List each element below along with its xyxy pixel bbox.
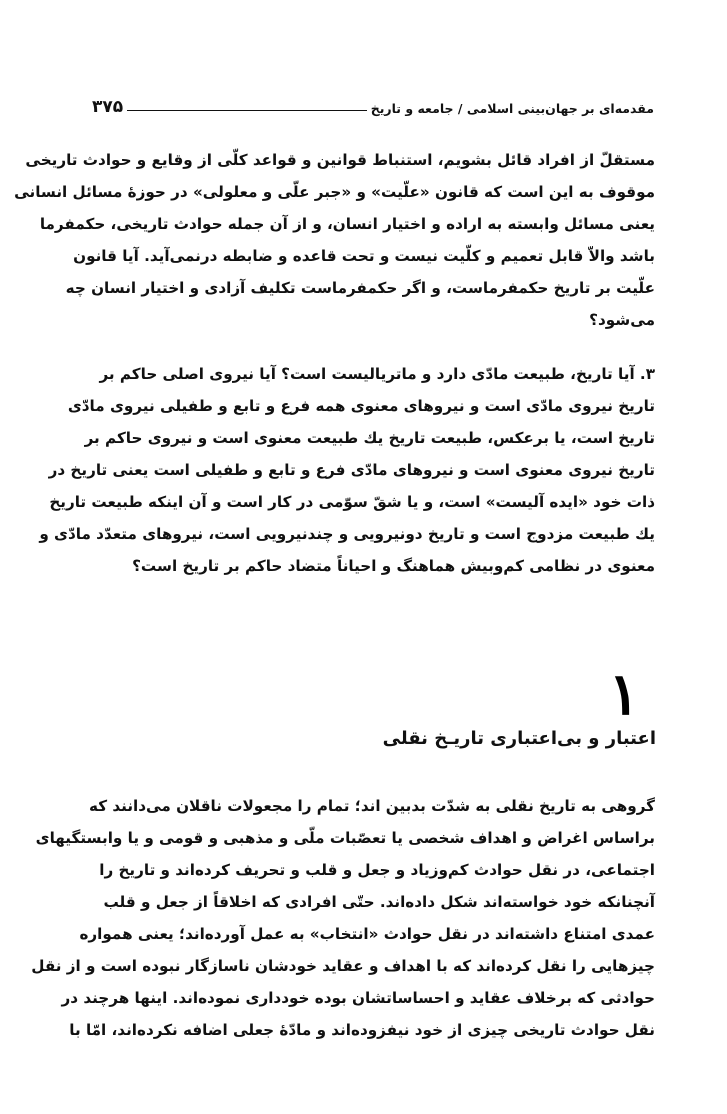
section-title: اعتبار و بی‌اعتباری تاریـخ نقلی: [382, 728, 656, 749]
text-line: چیزهایی را نقل کرده‌اند که با اهداف و عقاید خودشان ناسازگار نبوده است و از نقل: [31, 957, 655, 975]
text-line: اجتماعی، در نقل حوادث کم‌وزیاد و جعل و قلب و تحریف کرده‌اند و تاریخ را: [99, 861, 655, 879]
text-line: یعنی مسائل وابسته به اراده و اختیار انسان، و از آن جمله حوادث تاریخی، حکمفرما: [39, 215, 655, 233]
text-line: گروهی به تاریخ نقلی به شدّت بدبین اند؛ تمام را مجعولات ناقلان می‌دانند که: [89, 797, 655, 815]
paragraph-question-3: [39, 358, 655, 582]
text-line: معنوی در نظامی کم‌وبیش هماهنگ و احیاناً متضاد حاکم بر تاریخ است؟: [132, 557, 655, 575]
text-line: تاریخ است، یا برعکس، طبیعت تاریخ یك طبیعت معنوی است و نیروی حاکم بر: [84, 429, 655, 447]
section-number: ۱: [608, 660, 640, 728]
text-line: مستقلّ از افراد قائل بشویم، استنباط قوانین و قواعد کلّی از وقایع و حوادث تاریخی: [25, 151, 655, 169]
text-line: می‌شود؟: [589, 311, 655, 329]
text-line: موقوف به این است که قانون «علّیت» و «جبر علّی و معلولی» در حوزهٔ مسائل انسانی: [14, 183, 655, 201]
paragraph-narrated-history: [31, 790, 655, 1046]
text-line: علّیت بر تاریخ حکمفرماست، و اگر حکمفرماست تکلیف آزادی و اختیار انسان چه: [65, 279, 655, 297]
text-line: یك طبیعت مزدوج است و تاریخ دونیرویی و چندنیرویی است، نیروهای متعدّد مادّی و: [39, 525, 655, 543]
text-line: عمدی امتناع داشته‌اند در نقل حوادث «انتخاب» به عمل آورده‌اند؛ یعنی همواره: [79, 925, 655, 943]
text-line: ۳. آیا تاریخ، طبیعت مادّی دارد و ماتریالیست است؟ آیا نیروی اصلی حاکم بر: [99, 365, 655, 383]
paragraph-causality: [14, 144, 655, 336]
text-line: حوادثی که برخلاف عقاید و احساساتشان بوده خودداری نموده‌اند. اینها هرچند در: [61, 989, 655, 1007]
running-header: [92, 90, 654, 118]
header-rule: [127, 110, 367, 111]
text-line: نقل حوادث تاریخی چیزی از خود نیفزوده‌اند و مادّهٔ جعلی اضافه نکرده‌اند، امّا با: [69, 1021, 655, 1039]
page-number: ۳۷۵: [92, 97, 124, 117]
text-line: ذات خود «ایده آلیست» است، و یا شقّ سوّمی در کار است و آن اینکه طبیعت تاریخ: [49, 493, 655, 511]
text-line: براساس اغراض و اهداف شخصی یا تعصّبات ملّی و مذهبی و قومی و یا وابستگیهای: [35, 829, 655, 847]
text-line: آنچنانکه خود خواسته‌اند شکل داده‌اند. حتّی افرادی که اخلاقاً از جعل و قلب: [103, 893, 655, 911]
text-line: تاریخ نیروی معنوی است و نیروهای مادّی فرع و تابع و طفیلی است یعنی تاریخ در: [48, 461, 655, 479]
text-line: باشد والاّ قابل تعمیم و کلّیت نیست و تحت قاعده و ضابطه درنمی‌آید. آیا قانون: [73, 247, 655, 265]
text-line: تاریخ نیروی مادّی است و نیروهای معنوی همه فرع و تابع و طفیلی نیروی مادّی: [67, 397, 655, 415]
running-header-title: مقدمه‌ای بر جهان‌بینی اسلامی / جامعه و تاریخ: [370, 101, 654, 116]
